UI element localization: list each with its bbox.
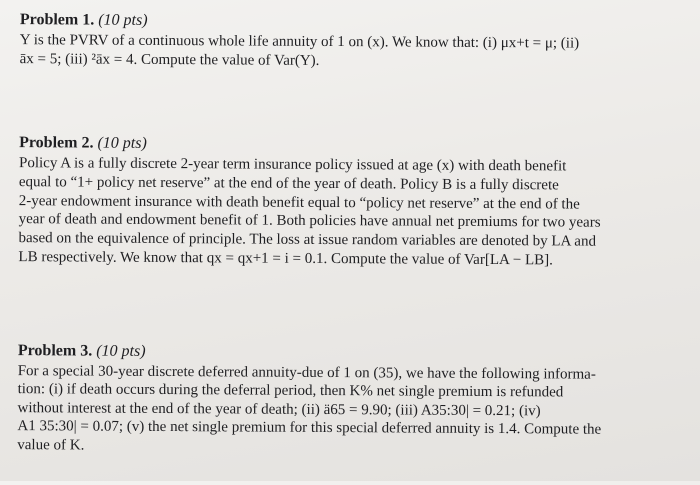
problem-2-line-1: Policy A is a fully discrete 2-year term insurance policy issued at age (x) with death benefit (18, 155, 567, 175)
problem-3-line-3: without interest at the end of the year of death; (ii) ä65 = 9.90; (iii) A35:30| = 0.21; (iv) (17, 399, 541, 420)
problem-2-line-5: based on the equivalence of principle. The loss at issue random variables are denoted by LA and (18, 230, 597, 250)
problem-1-line-1: Y is the PVRV of a continuous whole life annuity of 1 on (x). We know that: (i) μx+t = μ; (ii) (19, 32, 580, 52)
problem-3-heading (18, 341, 668, 365)
problem-2-text (18, 154, 669, 271)
problem-2-line-3: 2-year endowment insurance with death benefit equal to “policy net reserve” at the end of the (18, 192, 580, 213)
problem-3-text (17, 362, 668, 458)
problem-1 (20, 10, 670, 72)
problem-1-label: Problem 1. (19, 11, 95, 29)
problem-3-line-2: tion: (i) if death occurs during the deferral period, then K% net single premium is refunded (17, 381, 564, 401)
problem-3-line-1: For a special 30-year discrete deferred annuity-due of 1 on (35), we have the following informa- (17, 363, 596, 383)
problem-2-points: (10 pts) (97, 134, 147, 152)
problem-1-line-2: āx = 5; (iii) ²āx = 4. Compute the value of Var(Y). (19, 50, 320, 69)
problem-2-label: Problem 2. (19, 134, 94, 152)
problem-1-heading (20, 10, 670, 34)
problem-3-points: (10 pts) (96, 342, 146, 360)
problem-2-line-4: year of death and endowment benefit of 1. Both policies have annual net premiums for two years (18, 211, 601, 232)
problem-3-line-4: A1 35:30| = 0.07; (v) the net single premium for this special deferred annuity is 1.4. Compute the (17, 418, 602, 438)
problem-3-line-5: value of K. (17, 436, 85, 454)
problem-1-points: (10 pts) (98, 11, 148, 29)
problem-3-label: Problem 3. (17, 342, 93, 360)
problem-2-heading (19, 133, 669, 157)
problem-1-text (20, 31, 670, 72)
problem-2-line-6: LB respectively. We know that qx = qx+1 = i = 0.1. Compute the value of Var[LA − LB]. (18, 249, 553, 269)
problem-2-line-2: equal to “1+ policy net reserve” at the end of the year of death. Policy B is a fully discrete (18, 173, 559, 194)
problem-2 (18, 133, 669, 271)
problem-3 (17, 341, 668, 458)
